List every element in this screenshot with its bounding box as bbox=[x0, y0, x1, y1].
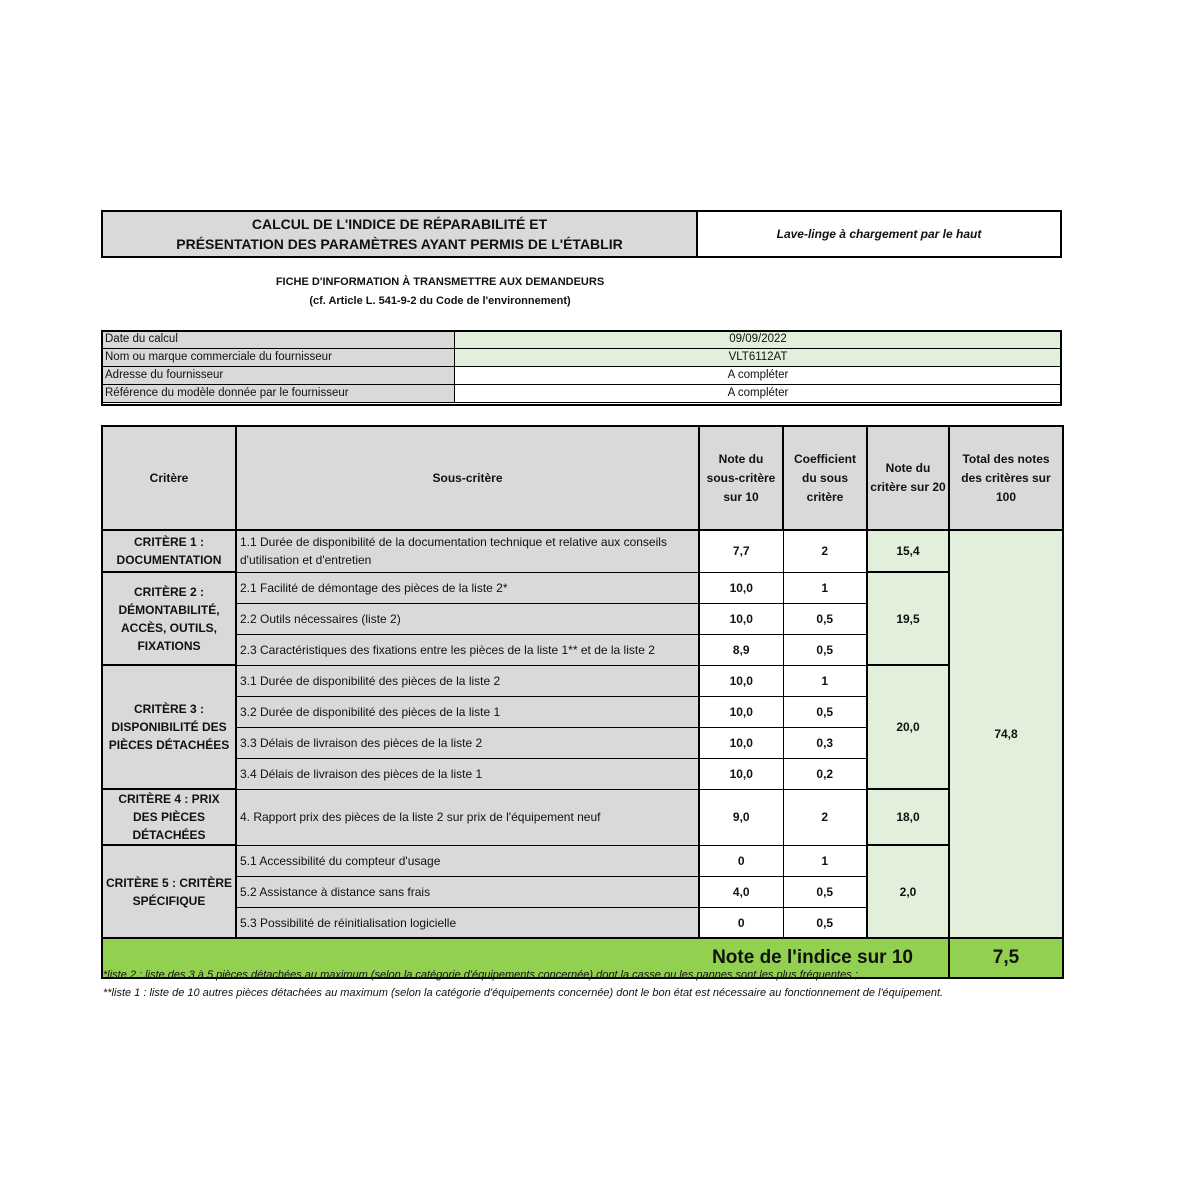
criterion-1-note: 15,4 bbox=[867, 530, 949, 572]
criterion-5-name: CRITÈRE 5 : CRITÈRE SPÉCIFIQUE bbox=[102, 845, 236, 938]
subcriterion-label: 3.1 Durée de disponibilité des pièces de la liste 2 bbox=[236, 665, 699, 696]
subcriterion-coef: 0,3 bbox=[783, 727, 867, 758]
info-row-date bbox=[102, 331, 1062, 349]
info-table bbox=[101, 330, 1062, 403]
subcriterion-label: 5.2 Assistance à distance sans frais bbox=[236, 876, 699, 907]
table-row bbox=[102, 789, 1063, 845]
title-line-2: PRÉSENTATION DES PARAMÈTRES AYANT PERMIS DE L'ÉTABLIR bbox=[176, 236, 623, 252]
subcriterion-coef: 0,2 bbox=[783, 758, 867, 789]
criterion-4-note: 18,0 bbox=[867, 789, 949, 845]
subheader-line-1: FICHE D'INFORMATION À TRANSMETTRE AUX DEMANDEURS bbox=[275, 276, 605, 288]
info-value: 09/09/2022 bbox=[455, 331, 1062, 349]
info-label: Adresse du fournisseur bbox=[102, 367, 455, 385]
footnotes bbox=[103, 966, 1033, 1002]
info-value: A compléter bbox=[455, 385, 1062, 403]
table-header bbox=[102, 426, 1063, 530]
subcriterion-coef: 1 bbox=[783, 572, 867, 603]
info-row-brand bbox=[102, 349, 1062, 367]
col-sous-critere: Sous-critère bbox=[236, 426, 699, 530]
criterion-2-note: 19,5 bbox=[867, 572, 949, 665]
subcriterion-note: 10,0 bbox=[699, 665, 783, 696]
subcriterion-label: 2.2 Outils nécessaires (liste 2) bbox=[236, 603, 699, 634]
index-label: Note de l'indice sur 10 bbox=[102, 938, 949, 978]
subheader-line-2: (cf. Article L. 541-9-2 du Code de l'environnement) bbox=[309, 295, 571, 307]
subcriterion-note: 4,0 bbox=[699, 876, 783, 907]
info-label: Nom ou marque commerciale du fournisseur bbox=[102, 349, 455, 367]
info-label: Référence du modèle donnée par le fournisseur bbox=[102, 385, 455, 403]
criterion-3-name: CRITÈRE 3 : DISPONIBILITÉ DES PIÈCES DÉTACHÉES bbox=[102, 665, 236, 789]
subcriterion-coef: 0,5 bbox=[783, 907, 867, 938]
col-note-sous: Note du sous-critère sur 10 bbox=[699, 426, 783, 530]
table-row bbox=[102, 530, 1063, 572]
subcriterion-note: 7,7 bbox=[699, 530, 783, 572]
subcriterion-coef: 1 bbox=[783, 845, 867, 876]
subcriterion-note: 10,0 bbox=[699, 758, 783, 789]
criterion-4-name: CRITÈRE 4 : PRIX DES PIÈCES DÉTACHÉES bbox=[102, 789, 236, 845]
subcriterion-label: 4. Rapport prix des pièces de la liste 2 sur prix de l'équipement neuf bbox=[236, 789, 699, 845]
col-critere: Critère bbox=[102, 426, 236, 530]
info-value: VLT6112AT bbox=[455, 349, 1062, 367]
subcriterion-note: 9,0 bbox=[699, 789, 783, 845]
subcriterion-label: 3.2 Durée de disponibilité des pièces de la liste 1 bbox=[236, 696, 699, 727]
subcriterion-label: 5.3 Possibilité de réinitialisation logicielle bbox=[236, 907, 699, 938]
table-row bbox=[102, 665, 1063, 696]
document-title bbox=[101, 210, 698, 258]
col-coef: Coefficient du sous critère bbox=[783, 426, 867, 530]
subcriterion-note: 8,9 bbox=[699, 634, 783, 665]
subcriterion-label: 3.4 Délais de livraison des pièces de la liste 1 bbox=[236, 758, 699, 789]
table-row bbox=[102, 572, 1063, 603]
subcriterion-coef: 0,5 bbox=[783, 696, 867, 727]
subcriterion-label: 1.1 Durée de disponibilité de la documentation technique et relative aux conseils d'utilisation et d'entretien bbox=[236, 530, 699, 572]
subcriterion-label: 3.3 Délais de livraison des pièces de la liste 2 bbox=[236, 727, 699, 758]
subcriterion-note: 10,0 bbox=[699, 572, 783, 603]
subcriterion-note: 0 bbox=[699, 845, 783, 876]
criterion-5-note: 2,0 bbox=[867, 845, 949, 938]
subcriterion-coef: 0,5 bbox=[783, 603, 867, 634]
subcriterion-label: 2.1 Facilité de démontage des pièces de la liste 2* bbox=[236, 572, 699, 603]
criterion-1-name: CRITÈRE 1 : DOCUMENTATION bbox=[102, 530, 236, 572]
title-line-1: CALCUL DE L'INDICE DE RÉPARABILITÉ ET bbox=[251, 216, 548, 232]
footnote-1: *liste 2 : liste des 3 à 5 pièces détachées au maximum (selon la catégorie d'équipements concernée) dont la casse ou les pannes sont les plus fréquentes ; bbox=[103, 969, 858, 981]
criterion-2-name: CRITÈRE 2 : DÉMONTABILITÉ, ACCÈS, OUTILS, FIXATIONS bbox=[102, 572, 236, 665]
total-score: 74,8 bbox=[949, 530, 1063, 938]
criterion-3-note: 20,0 bbox=[867, 665, 949, 789]
col-note-critere: Note du critère sur 20 bbox=[867, 426, 949, 530]
subcriterion-coef: 0,5 bbox=[783, 634, 867, 665]
footnote-2: **liste 1 : liste de 10 autres pièces détachées au maximum (selon la catégorie d'équipements concernée) dont le bon état est nécessaire au fonctionnement de l'équipement. bbox=[103, 987, 944, 999]
subcriterion-coef: 0,5 bbox=[783, 876, 867, 907]
subcriterion-coef: 1 bbox=[783, 665, 867, 696]
subcriterion-note: 10,0 bbox=[699, 603, 783, 634]
subcriterion-label: 2.3 Caractéristiques des fixations entre les pièces de la liste 1** et de la liste 2 bbox=[236, 634, 699, 665]
subcriterion-note: 10,0 bbox=[699, 696, 783, 727]
subcriterion-coef: 2 bbox=[783, 530, 867, 572]
info-label: Date du calcul bbox=[102, 331, 455, 349]
subcriterion-note: 0 bbox=[699, 907, 783, 938]
product-type: Lave-linge à chargement par le haut bbox=[696, 210, 1062, 258]
subcriterion-coef: 2 bbox=[783, 789, 867, 845]
subcriterion-note: 10,0 bbox=[699, 727, 783, 758]
info-row-reference bbox=[102, 385, 1062, 403]
index-value: 7,5 bbox=[949, 938, 1063, 978]
info-value: A compléter bbox=[455, 367, 1062, 385]
subcriterion-label: 5.1 Accessibilité du compteur d'usage bbox=[236, 845, 699, 876]
info-row-address bbox=[102, 367, 1062, 385]
score-table bbox=[101, 425, 1064, 979]
table-row bbox=[102, 845, 1063, 876]
col-total: Total des notes des critères sur 100 bbox=[949, 426, 1063, 530]
